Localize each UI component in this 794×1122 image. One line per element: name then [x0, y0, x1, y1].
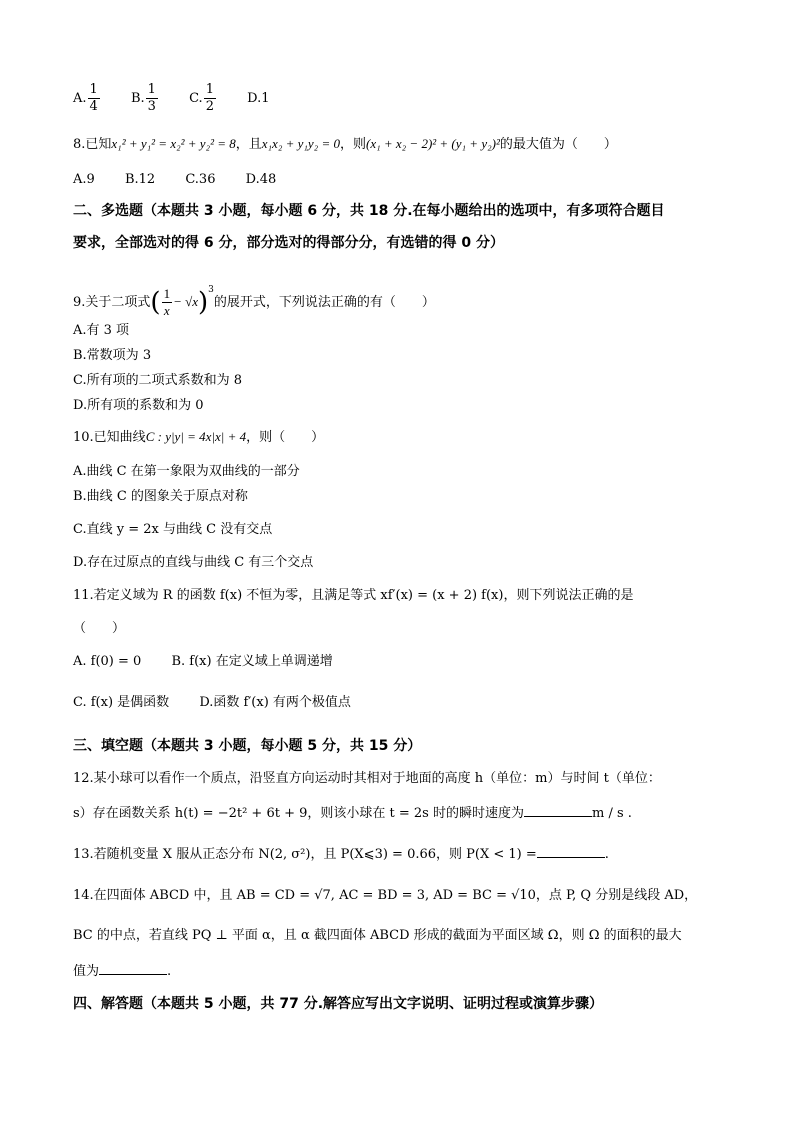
q8-option-c: C.36 — [185, 172, 216, 187]
q10-option-d: D.存在过原点的直线与曲线 C 有三个交点 — [73, 555, 314, 570]
q9-option-d: D.所有项的系数和为 0 — [73, 398, 204, 413]
q7-option-a: A. $\frac{1}{4}$ — [73, 82, 98, 114]
q13-stem: 13.若随机变量 X 服从正态分布 N(2, σ²)，且 P(X⩽3) = 0.66，则 P(X < 1) = . — [73, 847, 609, 862]
q9-option-c: C.所有项的二项式系数和为 8 — [73, 373, 243, 388]
q7-option-b: B. $\frac{1}{3}$ — [130, 82, 156, 114]
q7-option-d: D.1 — [247, 91, 270, 106]
q10-option-b: B.曲线 C 的图象关于原点对称 — [73, 489, 248, 504]
q14-stem-line2: BC 的中点，若直线 PQ ⊥ 平面 α，且 α 截四面体 ABCD 形成的截面为平面区域 Ω，则 Ω 的面积的最大 — [73, 928, 682, 943]
q10-option-c: C.直线 y = 2x 与曲线 C 没有交点 — [73, 522, 273, 537]
q11-option-b: B. f(x) 在定义域上单调递增 — [171, 654, 333, 669]
q13-answer-blank — [537, 845, 605, 858]
q9-option-b: B.常数项为 3 — [73, 348, 152, 363]
q12-answer-blank — [524, 804, 592, 817]
q14-stem-line3: 值为 . — [73, 964, 172, 979]
q9-stem: 9.关于二项式( $\frac{1}{x}$ − √x)$^3$的展开式，下列说法正确的有（ ） — [73, 285, 435, 318]
section2-heading-line2: 要求，全部选对的得 6 分，部分选对的得部分分，有选错的得 0 分） — [73, 235, 504, 251]
q11-options-cd — [73, 694, 377, 712]
section4-heading: 四、解答题（本题共 5 小题，共 77 分.解答应写出文字说明、证明过程或演算步骤） — [73, 996, 604, 1012]
q12-stem-line1: 12.某小球可以看作一个质点，沿竖直方向运动时其相对于地面的高度 h（单位：m）与时间 t（单位： — [73, 771, 661, 786]
q14-stem-line1: 14.在四面体 ABCD 中，且 AB = CD = √7, AC = BD = 3, AD = BC = √10，点 P, Q 分别是线段 AD， — [73, 888, 698, 903]
q11-stem-line2: （ ） — [73, 621, 126, 636]
q11-option-c: C. f(x) 是偶函数 — [73, 695, 170, 710]
q10-stem: 10.已知曲线C : y|y| = 4x|x| + 4，则（ ） — [73, 429, 325, 445]
q12-stem-line2: s）存在函数关系 h(t) = −2t² + 6t + 9，则该小球在 t = 2s 时的瞬时速度为 m / s . — [73, 806, 632, 821]
q8-option-a: A.9 — [73, 172, 95, 187]
q8-options — [73, 171, 302, 189]
q7-options — [73, 82, 295, 115]
section3-heading: 三、填空题（本题共 3 小题，每小题 5 分，共 15 分） — [73, 738, 422, 754]
q11-options-ab — [73, 653, 359, 671]
q8-option-d: D.48 — [245, 172, 277, 187]
q11-option-a: A. f(0) = 0 — [73, 654, 142, 669]
q11-option-d: D.函数 f′(x) 有两个极值点 — [199, 695, 351, 710]
q11-stem-line1: 11.若定义域为 R 的函数 f(x) 不恒为零，且满足等式 xf′(x) = (x + 2) f(x)，则下列说法正确的是 — [73, 588, 634, 603]
q10-option-a: A.曲线 C 在第一象限为双曲线的一部分 — [73, 464, 300, 479]
q8-option-b: B.12 — [124, 172, 156, 187]
q9-option-a: A.有 3 项 — [73, 323, 130, 338]
section2-heading-line1: 二、多选题（本题共 3 小题，每小题 6 分，共 18 分.在每小题给出的选项中，有多项符合题目 — [73, 203, 665, 219]
q8-stem: 8.已知x₁² + y₁² = x₂² + y₂² = 8，且x₁x₂ + y₁y₂ = 0，则(x₁ + x₂ − 2)² + (y₁ + y₂)²的最大值为（ ） — [73, 136, 617, 152]
q14-answer-blank — [99, 962, 167, 975]
q7-option-c: C. $\frac{1}{2}$ — [189, 82, 214, 114]
